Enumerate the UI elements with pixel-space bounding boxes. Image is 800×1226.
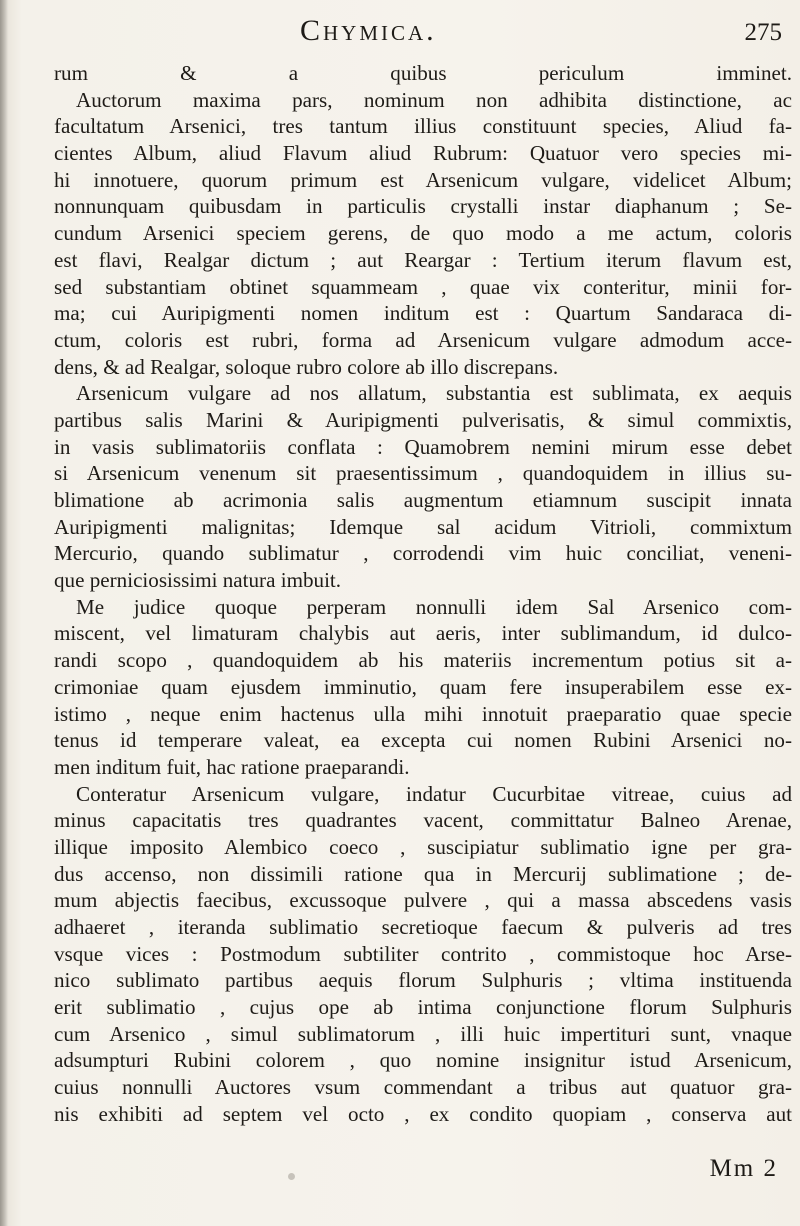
text-line: est flavi, Realgar dictum ; aut Reargar : Tertium iterum flavum est, xyxy=(54,247,792,272)
text-line: illique imposito Alembico coeco , suscipiatur sublimatio igne per gra- xyxy=(54,834,792,859)
text-line: que perniciosissimi natura imbuit. xyxy=(54,568,342,593)
text-line: miscent, vel limaturam chalybis aut aeris, inter sublimandum, id dulco- xyxy=(54,621,792,646)
text-line: vsque vices : Postmodum subtiliter contrito , commistoque hoc Arse- xyxy=(54,941,792,966)
text-line: partibus salis Marini & Auripigmenti pulverisatis, & simul commixtis, xyxy=(54,407,792,432)
text-line: facultatum Arsenici, tres tantum illius constituunt species, Aliud fa- xyxy=(54,114,792,139)
text-line: Me judice quoque perperam nonnulli idem Sal Arsenico com- xyxy=(76,594,792,619)
page-number: 275 xyxy=(744,19,782,46)
text-line: blimatione ab acrimonia salis augmentum etiamnum suscipit innata xyxy=(54,488,792,512)
text-line: istimo , neque enim hactenus ulla mihi innotuit praeparatio quae specie xyxy=(54,701,792,726)
text-line: ctum, coloris est rubri, forma ad Arsenicum vulgare admodum acce- xyxy=(54,327,792,352)
text-line: cundum Arsenici speciem gerens, de quo modo a me actum, coloris xyxy=(54,221,792,246)
text-line: sed substantiam obtinet squammeam , quae vix conteritur, minii for- xyxy=(54,274,792,299)
text-line: cientes Album, aliud Flavum aliud Rubrum: Quatuor vero species mi- xyxy=(54,141,792,166)
text-line: randi scopo , quandoquidem ab his materiis incrementum potius sit a- xyxy=(54,648,792,673)
text-line: cuius nonnulli Auctores vsum commendant a tribus aut quatuor gra- xyxy=(54,1075,792,1100)
text-line: in vasis sublimatoriis conflata : Quamobrem nemini mirum esse debet xyxy=(54,434,792,459)
binding-shadow xyxy=(0,0,8,1226)
paper-speck xyxy=(288,1173,295,1180)
text-line: adsumpturi Rubini colorem , quo nomine insignitur istud Arsenicum, xyxy=(54,1048,792,1073)
text-line: mum abjectis faecibus, excussoque pulvere , qui a massa abscedens vasis xyxy=(54,888,792,913)
text-line: dens, & ad Realgar, soloque rubro colore ab illo discrepans. xyxy=(54,354,559,379)
running-head: Chymica. xyxy=(300,14,437,47)
text-line: ma; cui Auripigmenti nomen inditum est : Quartum Sandaraca di- xyxy=(54,301,792,326)
text-line: nonnunquam quibusdam in particulis crystalli instar diaphanum ; Se- xyxy=(54,194,792,219)
signature-mark: Mm 2 xyxy=(709,1155,778,1182)
text-line: hi innotuere, quorum primum est Arsenicum vulgare, videlicet Album; xyxy=(54,167,792,192)
text-line: rum & a quibus periculum imminet. xyxy=(54,61,792,85)
text-line: crimoniae quam ejusdem imminutio, quam fere insuperabilem esse ex- xyxy=(54,674,792,699)
text-line: adhaeret , iteranda sublimatio secretioque faecum & pulveris ad tres xyxy=(54,915,792,939)
text-line: erit sublimatio , cujus ope ab intima conjunctione florum Sulphuris xyxy=(54,995,792,1020)
page-header xyxy=(300,14,790,54)
text-line: dus accenso, non dissimili ratione qua in Mercurij sublimatione ; de- xyxy=(54,861,792,886)
body-text xyxy=(54,60,792,1128)
text-line: nico sublimato partibus aequis florum Sulphuris ; vltima instituenda xyxy=(54,968,792,993)
text-line: si Arsenicum venenum sit praesentissimum , quandoquidem in illius su- xyxy=(54,461,792,486)
text-line: Auripigmenti malignitas; Idemque sal acidum Vitrioli, commixtum xyxy=(54,514,792,539)
text-line: Mercurio, quando sublimatur , corrodendi vim huic conciliat, veneni- xyxy=(54,541,792,566)
text-line: nis exhibiti ad septem vel octo , ex condito quopiam , conserva aut xyxy=(54,1101,792,1126)
text-line: Auctorum maxima pars, nominum non adhibita distinctione, ac xyxy=(76,87,792,112)
text-line: Arsenicum vulgare ad nos allatum, substantia est sublimata, ex aequis xyxy=(76,381,792,406)
text-line: men inditum fuit, hac ratione praeparandi. xyxy=(54,754,410,779)
text-line: tenus id temperare valeat, ea excepta cui nomen Rubini Arsenici no- xyxy=(54,728,792,753)
text-line: Conteratur Arsenicum vulgare, indatur Cucurbitae vitreae, cuius ad xyxy=(76,781,792,806)
text-line: minus capacitatis tres quadrantes vacent, committatur Balneo Arenae, xyxy=(54,808,792,833)
text-line: cum Arsenico , simul sublimatorum , illi huic impertituri sunt, vnaque xyxy=(54,1021,792,1046)
